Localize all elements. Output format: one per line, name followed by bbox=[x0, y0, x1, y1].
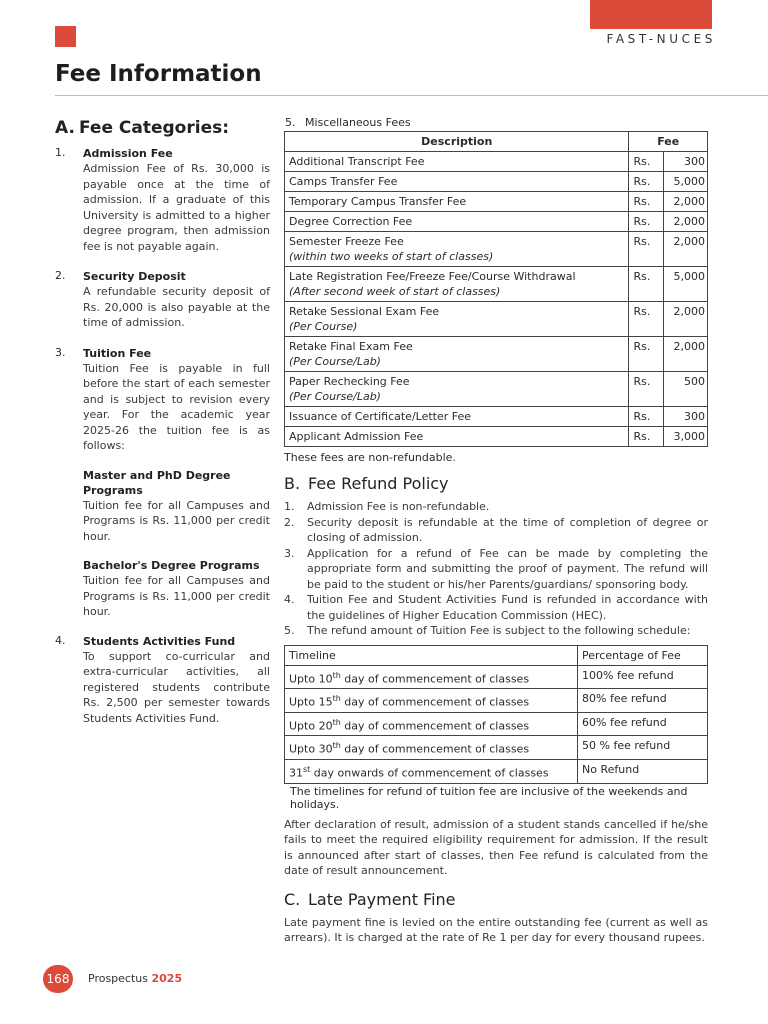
section-heading-text: Fee Refund Policy bbox=[308, 474, 449, 493]
tuition-sub-title-masters: Master and PhD Degree Programs bbox=[83, 468, 231, 497]
item-number: 1. bbox=[55, 146, 66, 159]
item-title: Security Deposit bbox=[83, 270, 186, 283]
timeline-day: 31 bbox=[289, 766, 303, 780]
timeline-cell bbox=[285, 665, 578, 689]
table-row bbox=[285, 302, 708, 337]
table-row bbox=[285, 665, 708, 689]
tuition-sub-title-bachelors: Bachelor's Degree Programs bbox=[83, 559, 260, 572]
timeline-cell bbox=[285, 760, 578, 784]
item-text: Tuition Fee is payable in full before the start of each semester and is subject to revision every year. For the academic year 2025-26 the tuition fee is as follows: bbox=[83, 361, 270, 452]
footer-year: 2025 bbox=[151, 972, 183, 985]
col-timeline: Timeline bbox=[285, 645, 578, 665]
fee-amount: 300 bbox=[664, 407, 708, 427]
fee-description bbox=[285, 302, 629, 337]
item-text: Admission Fee of Rs. 30,000 is payable once at the time of admission. If a graduate of this University is admitted to a higher degree program, then admission fee is not payable again. bbox=[83, 162, 270, 253]
item-text: The refund amount of Tuition Fee is subject to the following schedule: bbox=[307, 624, 691, 637]
refund-percentage: 60% fee refund bbox=[578, 712, 708, 736]
col-percentage: Percentage of Fee bbox=[578, 645, 708, 665]
table-row bbox=[285, 372, 708, 407]
fee-description-note: (within two weeks of start of classes) bbox=[289, 250, 494, 263]
table-row bbox=[285, 192, 708, 212]
timeline-ordinal: th bbox=[332, 717, 341, 727]
list-item bbox=[284, 623, 708, 639]
misc-fees-heading bbox=[285, 114, 708, 131]
table-row bbox=[285, 212, 708, 232]
fee-currency: Rs. bbox=[629, 267, 664, 302]
right-column bbox=[284, 114, 708, 946]
list-item bbox=[284, 499, 708, 515]
table-row bbox=[285, 267, 708, 302]
refund-percentage: No Refund bbox=[578, 760, 708, 784]
fee-currency: Rs. bbox=[629, 302, 664, 337]
fee-description-text: Paper Rechecking Fee bbox=[289, 375, 410, 388]
fee-amount: 2,000 bbox=[664, 212, 708, 232]
fee-description-text: Semester Freeze Fee bbox=[289, 235, 404, 248]
header-accent-bar bbox=[590, 0, 712, 29]
refund-schedule-table bbox=[284, 645, 708, 784]
timeline-cell bbox=[285, 689, 578, 713]
timeline-ordinal: th bbox=[332, 741, 341, 751]
list-item bbox=[284, 515, 708, 546]
fee-description bbox=[285, 337, 629, 372]
item-number: 3. bbox=[55, 345, 66, 359]
refund-percentage: 50 % fee refund bbox=[578, 736, 708, 760]
list-item bbox=[284, 592, 708, 623]
timeline-cell bbox=[285, 736, 578, 760]
item-number: 5. bbox=[285, 116, 296, 129]
timeline-text: day of commencement of classes bbox=[340, 719, 530, 733]
timeline-text: day of commencement of classes bbox=[340, 672, 530, 686]
fee-currency: Rs. bbox=[629, 427, 664, 447]
footer-label bbox=[88, 972, 182, 985]
late-fine-text: Late payment fine is levied on the entire outstanding fee (current as well as arrears). It is charged at the rate of Re 1 per day for every thousand rupees. bbox=[284, 915, 708, 945]
fee-currency: Rs. bbox=[629, 152, 664, 172]
timeline-day: Upto 20 bbox=[289, 719, 333, 733]
fee-currency: Rs. bbox=[629, 192, 664, 212]
table-row bbox=[285, 407, 708, 427]
refund-policy-heading bbox=[284, 473, 708, 495]
list-item bbox=[284, 546, 708, 593]
fee-currency: Rs. bbox=[629, 172, 664, 192]
page-number-badge: 168 bbox=[43, 965, 73, 993]
item-number: 2. bbox=[284, 515, 295, 529]
fee-category-activities bbox=[55, 634, 270, 727]
fee-currency: Rs. bbox=[629, 232, 664, 267]
fee-amount: 5,000 bbox=[664, 172, 708, 192]
fee-amount: 2,000 bbox=[664, 337, 708, 372]
fee-description-text: Camps Transfer Fee bbox=[289, 175, 398, 188]
fee-currency: Rs. bbox=[629, 212, 664, 232]
timeline-ordinal: th bbox=[332, 694, 341, 704]
fee-currency: Rs. bbox=[629, 372, 664, 407]
fee-description bbox=[285, 232, 629, 267]
fee-category-admission bbox=[55, 146, 270, 254]
late-fine-heading bbox=[284, 889, 708, 911]
fee-description bbox=[285, 372, 629, 407]
section-heading-text: Late Payment Fine bbox=[308, 889, 456, 909]
item-number: 4. bbox=[55, 633, 66, 647]
item-number: 2. bbox=[55, 269, 66, 282]
misc-fees-heading-text: Miscellaneous Fees bbox=[305, 116, 411, 129]
header-accent-square bbox=[55, 26, 76, 47]
refund-percentage: 80% fee refund bbox=[578, 689, 708, 713]
fee-description-text: Retake Sessional Exam Fee bbox=[289, 305, 440, 318]
item-text: Tuition Fee and Student Activities Fund is refunded in accordance with the guidelines of Higher Education Commission (HEC). bbox=[307, 593, 708, 622]
item-text: Application for a refund of Fee can be made by completing the appropriate form and submitting the proof of payment. The refund will be paid to the student or his/her Parents/guardians/ sponsoring body. bbox=[307, 546, 708, 591]
timeline-day: Upto 10 bbox=[289, 672, 333, 686]
item-title: Students Activities Fund bbox=[83, 634, 236, 648]
table-row bbox=[285, 427, 708, 447]
fee-description-text: Late Registration Fee/Freeze Fee/Course Withdrawal bbox=[289, 270, 576, 283]
item-text: A refundable security deposit of Rs. 20,000 is also payable at the time of admission. bbox=[83, 285, 270, 329]
fee-amount: 5,000 bbox=[664, 267, 708, 302]
col-description: Description bbox=[285, 132, 629, 152]
col-fee: Fee bbox=[629, 132, 708, 152]
refund-schedule-note: The timelines for refund of tuition fee are inclusive of the weekends and holidays. bbox=[290, 784, 688, 811]
fee-amount: 300 bbox=[664, 152, 708, 172]
table-header-row bbox=[285, 645, 708, 665]
fee-description-note: (Per Course/Lab) bbox=[289, 390, 381, 403]
page-title: Fee Information bbox=[55, 61, 262, 87]
fee-description bbox=[285, 152, 629, 172]
tuition-sub-text-bachelors: Tuition fee for all Campuses and Programs is Rs. 11,000 per credit hour. bbox=[83, 574, 270, 618]
fee-amount: 500 bbox=[664, 372, 708, 407]
section-heading-text: Fee Categories: bbox=[79, 118, 230, 138]
table-row bbox=[285, 337, 708, 372]
misc-fees-footnote: These fees are non-refundable. bbox=[284, 451, 456, 464]
fee-description-note: (Per Course/Lab) bbox=[289, 355, 381, 368]
table-row bbox=[285, 232, 708, 267]
timeline-ordinal: st bbox=[303, 765, 311, 775]
timeline-text: day of commencement of classes bbox=[340, 695, 530, 709]
fee-categories-heading bbox=[55, 116, 270, 140]
tuition-sub-text-masters: Tuition fee for all Campuses and Programs is Rs. 11,000 per credit hour. bbox=[83, 498, 270, 543]
fee-amount: 2,000 bbox=[664, 192, 708, 212]
table-row bbox=[285, 760, 708, 784]
table-row bbox=[285, 712, 708, 736]
fee-category-tuition bbox=[55, 346, 270, 620]
timeline-text: day onwards of commencement of classes bbox=[310, 766, 549, 780]
item-text: To support co-curricular and extra-curricular activities, all registered students contribute Rs. 2,500 per semester towards Students Activities Fund. bbox=[83, 649, 270, 725]
timeline-day: Upto 30 bbox=[289, 743, 333, 757]
fee-amount: 3,000 bbox=[664, 427, 708, 447]
section-letter: C. bbox=[284, 889, 301, 909]
section-letter: A. bbox=[55, 118, 75, 138]
fee-description-text: Additional Transcript Fee bbox=[289, 155, 425, 168]
item-text: Admission Fee is non-refundable. bbox=[307, 500, 490, 513]
table-row bbox=[285, 152, 708, 172]
table-header-row bbox=[285, 132, 708, 152]
refund-policy-list bbox=[284, 499, 708, 639]
result-cancellation-text: After declaration of result, admission of a student stands cancelled if he/she fails to meet the required eligibility requirement for admission. If the result is announced after start of classes, then Fee refund is calculated from the date of result announcement. bbox=[284, 817, 708, 878]
fee-description-text: Degree Correction Fee bbox=[289, 215, 413, 228]
table-row bbox=[285, 172, 708, 192]
item-text: Security deposit is refundable at the time of completion of degree or closing of admission. bbox=[307, 515, 708, 544]
item-number: 4. bbox=[284, 593, 295, 606]
item-number: 3. bbox=[284, 546, 295, 560]
timeline-day: Upto 15 bbox=[289, 695, 333, 709]
footer-prospectus: Prospectus bbox=[88, 972, 148, 985]
section-letter: B. bbox=[284, 474, 301, 493]
fee-currency: Rs. bbox=[629, 407, 664, 427]
table-row bbox=[285, 689, 708, 713]
fee-description bbox=[285, 267, 629, 302]
title-divider bbox=[55, 95, 768, 96]
item-title: Tuition Fee bbox=[83, 346, 152, 360]
timeline-ordinal: th bbox=[332, 670, 341, 680]
fee-description bbox=[285, 407, 629, 427]
item-number: 5. bbox=[284, 624, 295, 637]
fee-category-security bbox=[55, 269, 270, 331]
fee-description-note: (After second week of start of classes) bbox=[289, 285, 501, 298]
fee-description-text: Issuance of Certificate/Letter Fee bbox=[289, 410, 472, 423]
brand-label: FAST-NUCES bbox=[606, 32, 716, 46]
fee-description bbox=[285, 427, 629, 447]
item-number: 1. bbox=[284, 500, 295, 513]
fee-currency: Rs. bbox=[629, 337, 664, 372]
fee-amount: 2,000 bbox=[664, 232, 708, 267]
fee-description bbox=[285, 192, 629, 212]
timeline-cell bbox=[285, 712, 578, 736]
refund-percentage: 100% fee refund bbox=[578, 665, 708, 689]
timeline-text: day of commencement of classes bbox=[340, 743, 530, 757]
fee-categories-section bbox=[55, 116, 270, 726]
item-title: Admission Fee bbox=[83, 147, 173, 160]
fee-description bbox=[285, 212, 629, 232]
fee-description bbox=[285, 172, 629, 192]
misc-fees-table bbox=[284, 131, 708, 447]
fee-description-note: (Per Course) bbox=[289, 320, 358, 333]
fee-description-text: Applicant Admission Fee bbox=[289, 430, 424, 443]
fee-description-text: Temporary Campus Transfer Fee bbox=[289, 195, 467, 208]
table-row bbox=[285, 736, 708, 760]
fee-amount: 2,000 bbox=[664, 302, 708, 337]
fee-description-text: Retake Final Exam Fee bbox=[289, 340, 413, 353]
